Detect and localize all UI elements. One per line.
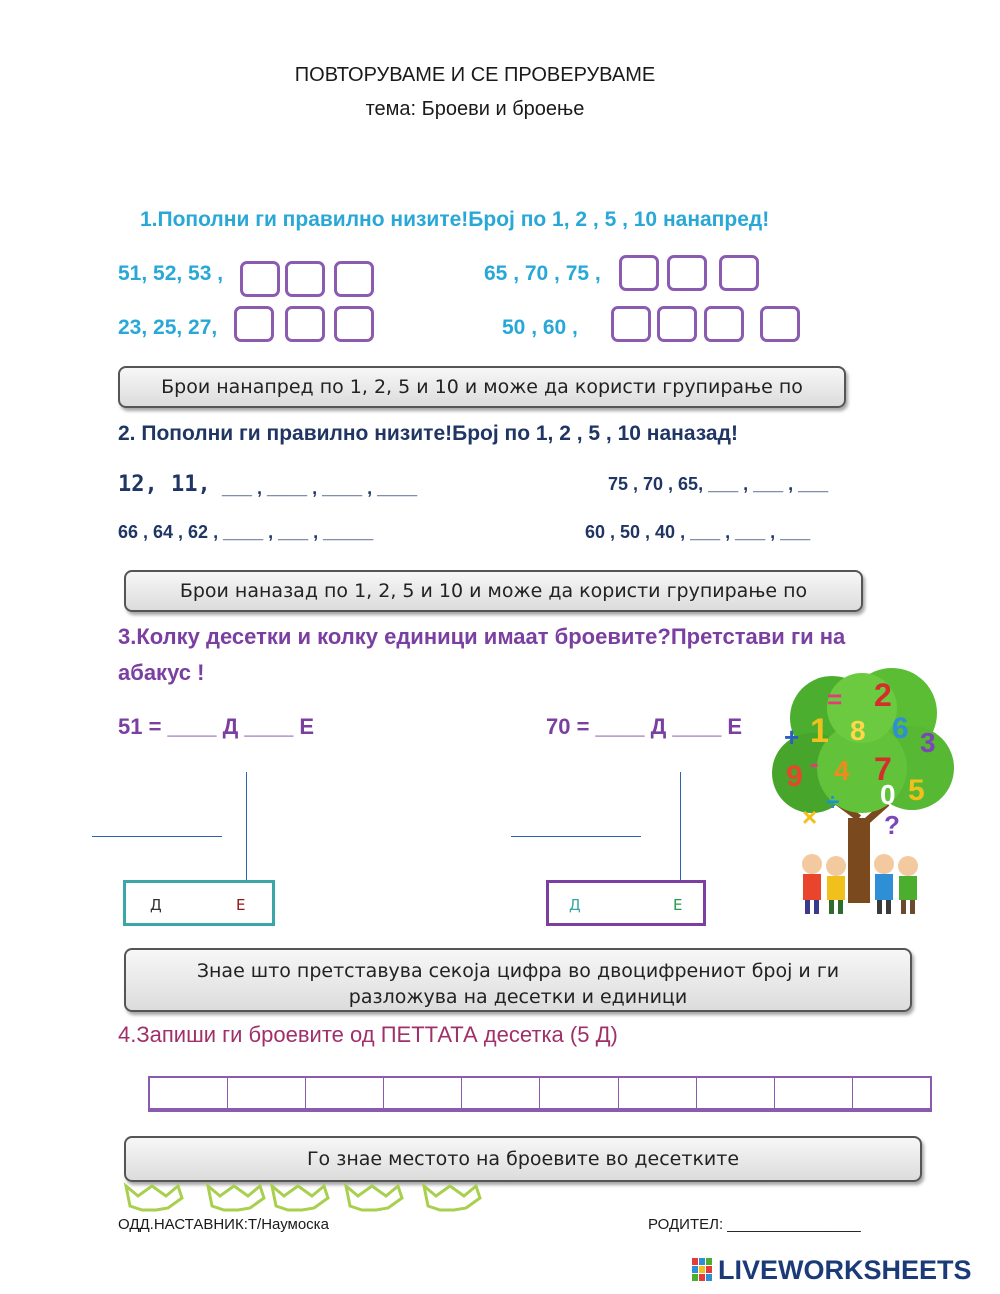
task2-seq-d[interactable]: 60 , 50 , 40 , ___ , ___ , ___ [585, 522, 811, 542]
abacus-tens-label: Д [569, 896, 581, 914]
tree-trunk [848, 818, 870, 903]
task3-equation-a[interactable]: 51 = ____ Д ____ Е [118, 714, 315, 739]
number-cell[interactable] [697, 1078, 775, 1108]
skill-banner-3-line2: разложува на десетки и единици [348, 986, 688, 1008]
logo-text: LIVEWORKSHEETS [718, 1254, 972, 1285]
svg-text:2: 2 [874, 677, 892, 713]
number-cell[interactable] [619, 1078, 697, 1108]
task1-seq-a: 51, 52, 53 , [118, 262, 224, 285]
task3-equation-b[interactable]: 70 = ____ Д ____ Е [546, 714, 743, 739]
star-outline-icon [208, 1186, 264, 1210]
answer-box[interactable] [285, 261, 325, 297]
svg-text:6: 6 [892, 712, 909, 745]
task4-heading: 4.Запиши ги броевите од ПЕТТАТА десетка (5 Д) [118, 1022, 618, 1047]
answer-box[interactable] [334, 261, 374, 297]
skill-banner-1: Брои нанапред по 1, 2, 5 и 10 и може да користи групирање по [118, 366, 846, 408]
abacus-rod-horizontal [511, 836, 641, 837]
task3-heading-line2: абакус ! [118, 660, 205, 685]
answer-box[interactable] [619, 255, 659, 291]
fifth-ten-number-grid [148, 1076, 932, 1112]
answer-box[interactable] [704, 306, 744, 342]
svg-text:1: 1 [810, 712, 829, 750]
answer-box[interactable] [667, 255, 707, 291]
task1-seq-d: 50 , 60 , [502, 316, 578, 339]
abacus-ones-label: Е [236, 896, 246, 914]
svg-text:0: 0 [880, 779, 896, 810]
number-cell[interactable] [384, 1078, 462, 1108]
answer-box[interactable] [334, 306, 374, 342]
number-cell[interactable] [306, 1078, 384, 1108]
svg-text:7: 7 [874, 751, 892, 787]
task1-heading: 1.Пополни ги правилно низите!Број по 1, 2 , 5 , 10 нанапред! [140, 208, 770, 231]
task1-seq-b: 23, 25, 27, [118, 316, 218, 339]
star-outline-icon [272, 1186, 328, 1210]
svg-text:8: 8 [850, 715, 866, 746]
star-outline-icon [126, 1186, 182, 1210]
abacus-rod-vertical [246, 772, 247, 882]
abacus-rod-horizontal [92, 836, 222, 837]
rating-stars[interactable] [122, 1180, 492, 1214]
skill-banner-3-line1: Знае што претставува секоја цифра во двоцифрениот број и ги [196, 960, 840, 982]
svg-text:?: ? [884, 810, 900, 840]
teacher-signature: ОДД.НАСТАВНИК:Т/Наумоска [118, 1216, 329, 1233]
parent-signature-field[interactable]: РОДИТЕЛ: ________________ [648, 1216, 861, 1233]
liveworksheets-logo [692, 1256, 972, 1284]
answer-box[interactable] [240, 261, 280, 297]
answer-box[interactable] [719, 255, 759, 291]
svg-text:3: 3 [920, 727, 936, 758]
task2-heading: 2. Пополни ги правилно низите!Број по 1, 2 , 5 , 10 наназад! [118, 422, 738, 445]
task3-heading-line1: 3.Колку десетки и колку единици имаат броевите?Претстави ги на [118, 624, 846, 649]
svg-text:-: - [810, 748, 819, 778]
svg-text:=: = [827, 684, 843, 714]
math-tree-illustration [772, 668, 958, 922]
svg-text:×: × [802, 802, 818, 832]
number-cell[interactable] [853, 1078, 930, 1108]
task2-seq-a-blanks[interactable]: ___ , ____ , ____ , ____ [222, 478, 418, 498]
page-title: ПОВТОРУВАМЕ И СЕ ПРОВЕРУВАМЕ [294, 64, 656, 86]
task2-seq-c[interactable]: 75 , 70 , 65, ___ , ___ , ___ [608, 474, 829, 494]
star-outline-icon [346, 1186, 402, 1210]
answer-box[interactable] [611, 306, 651, 342]
svg-text:9: 9 [786, 760, 803, 793]
abacus-ones-label: Е [673, 896, 683, 914]
task2-seq-a: 12, 11, [118, 472, 211, 497]
number-cell[interactable] [462, 1078, 540, 1108]
skill-banner-4: Го знае местото на броевите во десетките [124, 1136, 922, 1182]
skill-banner-3 [124, 948, 912, 1012]
answer-box[interactable] [657, 306, 697, 342]
svg-text:5: 5 [908, 774, 925, 807]
answer-box[interactable] [285, 306, 325, 342]
number-cell[interactable] [540, 1078, 618, 1108]
star-outline-icon [424, 1186, 480, 1210]
page-subtitle: тема: Броеви и броење [365, 98, 585, 120]
answer-box[interactable] [234, 306, 274, 342]
svg-text:÷: ÷ [826, 789, 840, 816]
number-cell[interactable] [228, 1078, 306, 1108]
svg-text:4: 4 [834, 755, 850, 786]
skill-banner-2: Брои наназад по 1, 2, 5 и 10 и може да користи групирање по [124, 570, 863, 612]
abacus-a [123, 880, 275, 926]
abacus-rod-vertical [680, 772, 681, 882]
number-cell[interactable] [775, 1078, 853, 1108]
task2-seq-b[interactable]: 66 , 64 , 62 , ____ , ___ , _____ [118, 522, 374, 542]
abacus-b [546, 880, 706, 926]
number-cell[interactable] [150, 1078, 228, 1108]
task1-seq-c: 65 , 70 , 75 , [484, 262, 601, 285]
logo-blocks-icon [692, 1258, 714, 1282]
svg-text:+: + [784, 722, 800, 752]
answer-box[interactable] [760, 306, 800, 342]
abacus-tens-label: Д [150, 896, 162, 914]
